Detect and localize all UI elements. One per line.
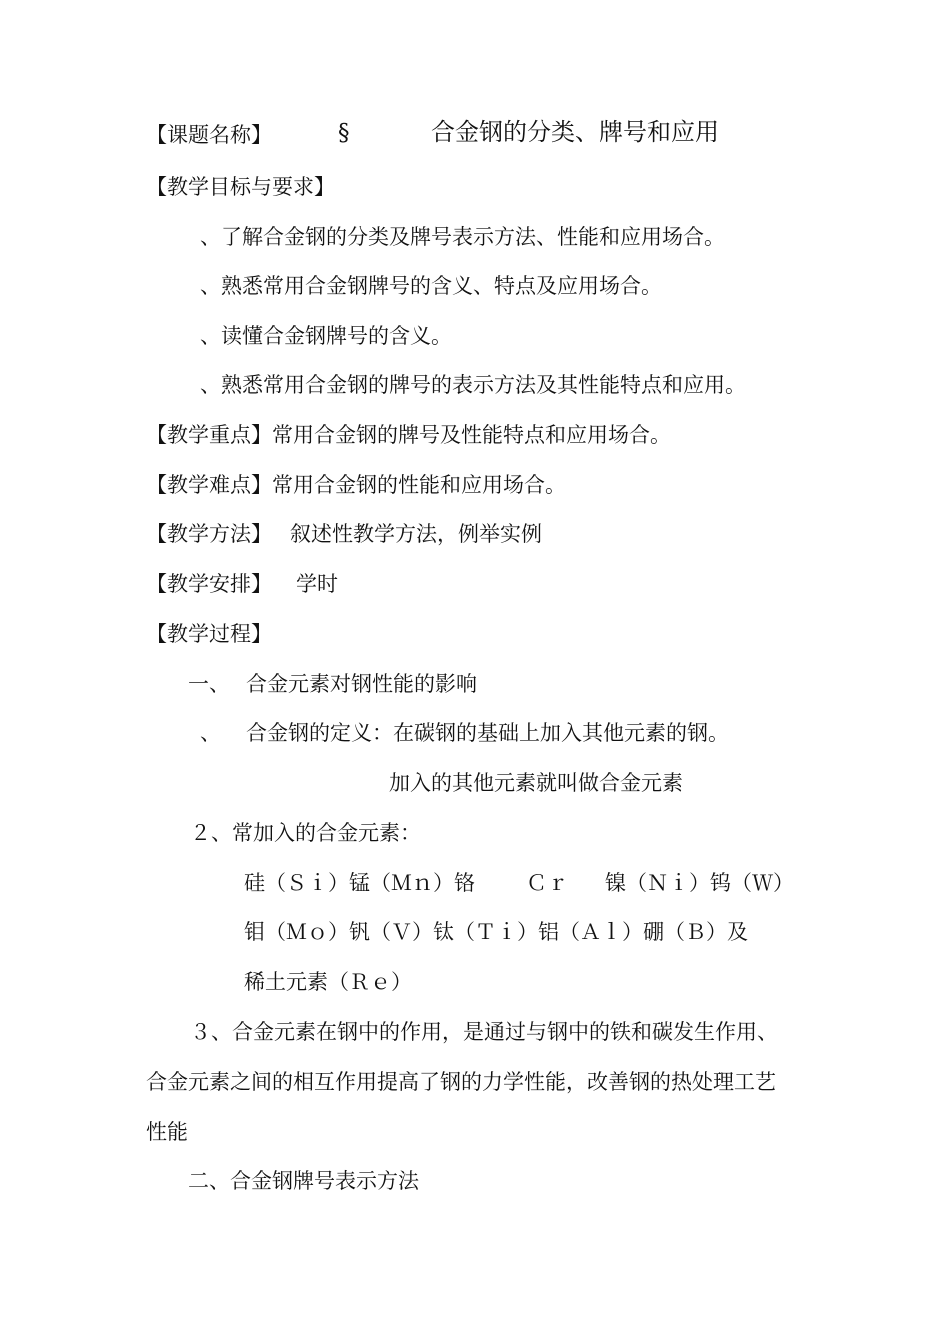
objective-item: 、熟悉常用合金钢的牌号的表示方法及其性能特点和应用。 (200, 373, 746, 397)
objective-item: 、读懂合金钢牌号的含义。 (200, 324, 452, 348)
objective-item: 、了解合金钢的分类及牌号表示方法、性能和应用场合。 (200, 225, 725, 249)
schedule-text: 学时 (296, 572, 338, 596)
difficulties: 【教学难点】常用合金钢的性能和应用场合。 (146, 473, 566, 497)
paragraph-line: ３、合金元素在钢中的作用，是通过与钢中的铁和碳发生作用、 (190, 1020, 778, 1044)
process-heading: 【教学过程】 (146, 622, 272, 646)
section-title: 二、合金钢牌号表示方法 (188, 1169, 419, 1193)
method-text: 叙述性教学方法，例举实例 (290, 522, 542, 546)
alloy-elements-heading: ２、常加入的合金元素： (190, 821, 421, 845)
element-list-line: 镍（Ｎｉ）钨（Ｗ） (605, 871, 794, 895)
paragraph-line: 性能 (146, 1120, 188, 1144)
element-list-line: Ｃｒ (526, 871, 568, 895)
definition-text: 合金钢的定义：在碳钢的基础上加入其他元素的钢。 (246, 721, 729, 745)
topic-label: 【课题名称】 (146, 123, 272, 147)
element-list-line: 钼（Ｍｏ）钒（Ｖ）钛（Ｔｉ）铝（Ａｌ）硼（Ｂ）及 (244, 920, 748, 944)
element-list-line: 硅（Ｓｉ）锰（Ｍｎ）铬 (244, 871, 475, 895)
schedule-label: 【教学安排】 (146, 572, 272, 596)
item-number: 、 (200, 721, 221, 745)
section-title: 合金元素对钢性能的影响 (246, 672, 477, 696)
objective-item: 、熟悉常用合金钢牌号的含义、特点及应用场合。 (200, 274, 662, 298)
page-title: 合金钢的分类、牌号和应用 (431, 118, 719, 146)
key-points: 【教学重点】常用合金钢的牌号及性能特点和应用场合。 (146, 423, 671, 447)
paragraph-line: 合金元素之间的相互作用提高了钢的力学性能，改善钢的热处理工艺 (146, 1070, 776, 1094)
section-number: 一、 (188, 672, 230, 696)
method-label: 【教学方法】 (146, 522, 272, 546)
section-symbol: § (338, 120, 350, 146)
element-list-line: 稀土元素（Ｒｅ） (244, 970, 412, 994)
definition-continuation: 加入的其他元素就叫做合金元素 (389, 771, 683, 795)
objectives-heading: 【教学目标与要求】 (146, 175, 335, 199)
